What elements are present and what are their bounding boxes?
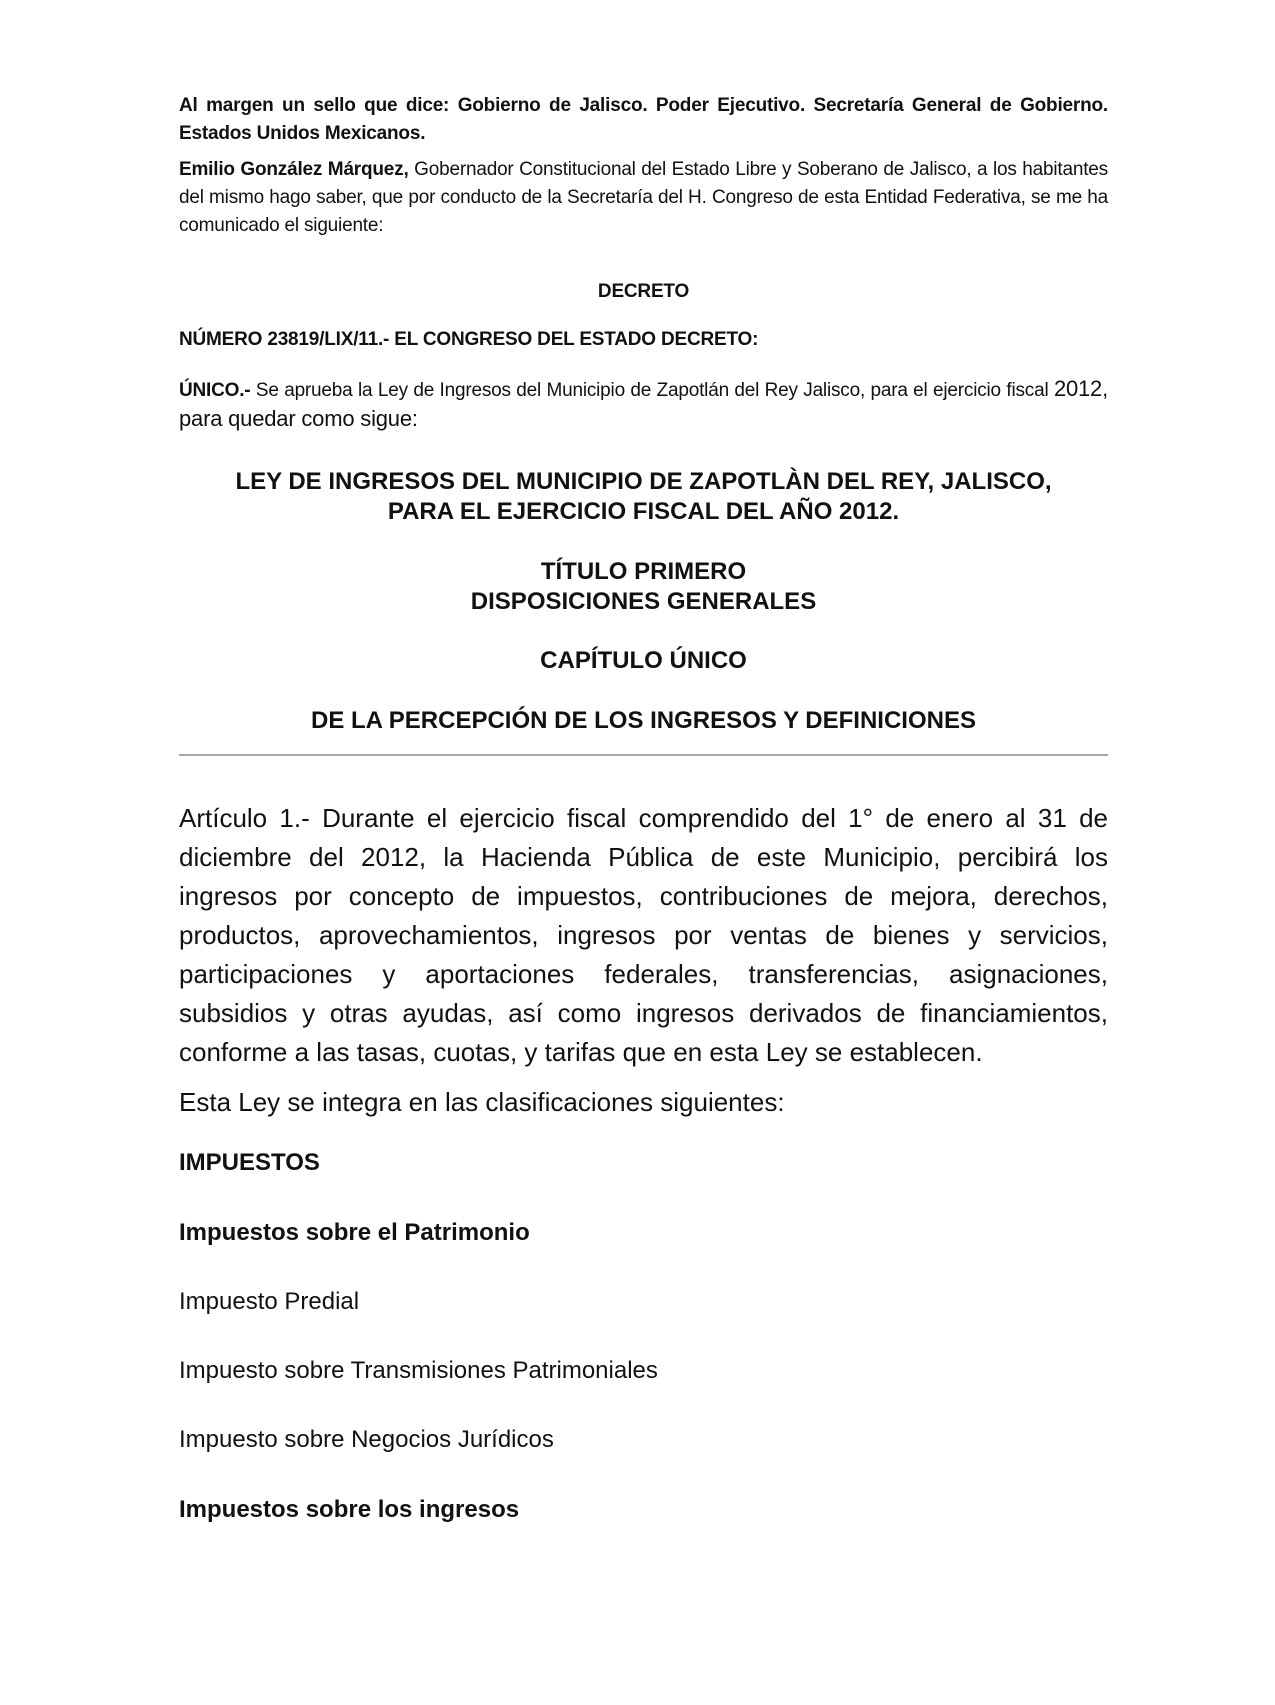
heading-impuestos: IMPUESTOS bbox=[179, 1149, 320, 1176]
unico-paragraph bbox=[179, 375, 1108, 435]
heading-ingresos: Impuestos sobre los ingresos bbox=[179, 1496, 520, 1523]
article-1: Artículo 1.- Durante el ejercicio fiscal comprendido del 1° de enero al 31 de diciembre del 2012, la Hacienda Pública de este Municipio, percibirá los ingresos por concepto de impuestos, contribuciones de mejora, derechos, productos, aprovechamientos, ingresos por ventas de bienes y servicios, participaciones y aportaciones federales, transferencias, asignaciones, subsidios y otras ayudas, así como ingresos derivados de financiamientos, conforme a las tasas, cuotas, y tarifas que en esta Ley se establecen. bbox=[179, 803, 1108, 1067]
heading-patrimonio: Impuestos sobre el Patrimonio bbox=[179, 1219, 530, 1246]
law-title-line1: LEY DE INGRESOS DEL MUNICIPIO DE ZAPOTLÀN DEL REY, JALISCO, bbox=[235, 468, 1052, 495]
seal-note-text: Al margen un sello que dice: Gobierno de Jalisco. Poder Ejecutivo. Secretaría General de Gobierno. Estados Unidos Mexicanos. bbox=[179, 95, 1108, 144]
item-negocios: Impuesto sobre Negocios Jurídicos bbox=[179, 1426, 554, 1453]
decree-number: NÚMERO 23819/LIX/11.- EL CONGRESO DEL ESTADO DECRETO: bbox=[179, 329, 759, 350]
governor-paragraph bbox=[179, 156, 1108, 240]
seal-note bbox=[179, 92, 1108, 148]
capitulo-unico: CAPÍTULO ÚNICO bbox=[540, 647, 747, 674]
disposiciones-generales: DISPOSICIONES GENERALES bbox=[470, 588, 817, 615]
governor-text: Gobernador Constitucional del Estado Libre y Soberano de Jalisco, a los habitantes del mismo hago saber, que por conducto de la Secretaría del H. Congreso de esta Entidad Federativa, se me ha comunicado el siguiente: bbox=[179, 159, 1108, 236]
law-title-line2: PARA EL EJERCICIO FISCAL DEL AÑO 2012. bbox=[387, 498, 900, 525]
unico-text: Se aprueba la Ley de Ingresos del Municipio de Zapotlán del Rey Jalisco, para el ejercicio fiscal bbox=[250, 380, 1054, 401]
section-heading: DE LA PERCEPCIÓN DE LOS INGRESOS Y DEFINICIONES bbox=[310, 707, 976, 734]
classification-intro: Esta Ley se integra en las clasificaciones siguientes: bbox=[179, 1087, 785, 1117]
titulo-primero: TÍTULO PRIMERO bbox=[540, 558, 747, 585]
item-predial: Impuesto Predial bbox=[179, 1288, 360, 1315]
unico-label: ÚNICO.- bbox=[179, 380, 251, 401]
section-divider bbox=[179, 754, 1108, 756]
unico-tail: 2012, para quedar como sigue: bbox=[179, 376, 1108, 431]
titulo-block bbox=[179, 557, 1108, 617]
decree-heading: DECRETO bbox=[597, 281, 690, 302]
law-title bbox=[179, 467, 1108, 527]
governor-name: Emilio González Márquez, bbox=[179, 159, 409, 180]
item-transmisiones: Impuesto sobre Transmisiones Patrimoniales bbox=[179, 1357, 658, 1384]
